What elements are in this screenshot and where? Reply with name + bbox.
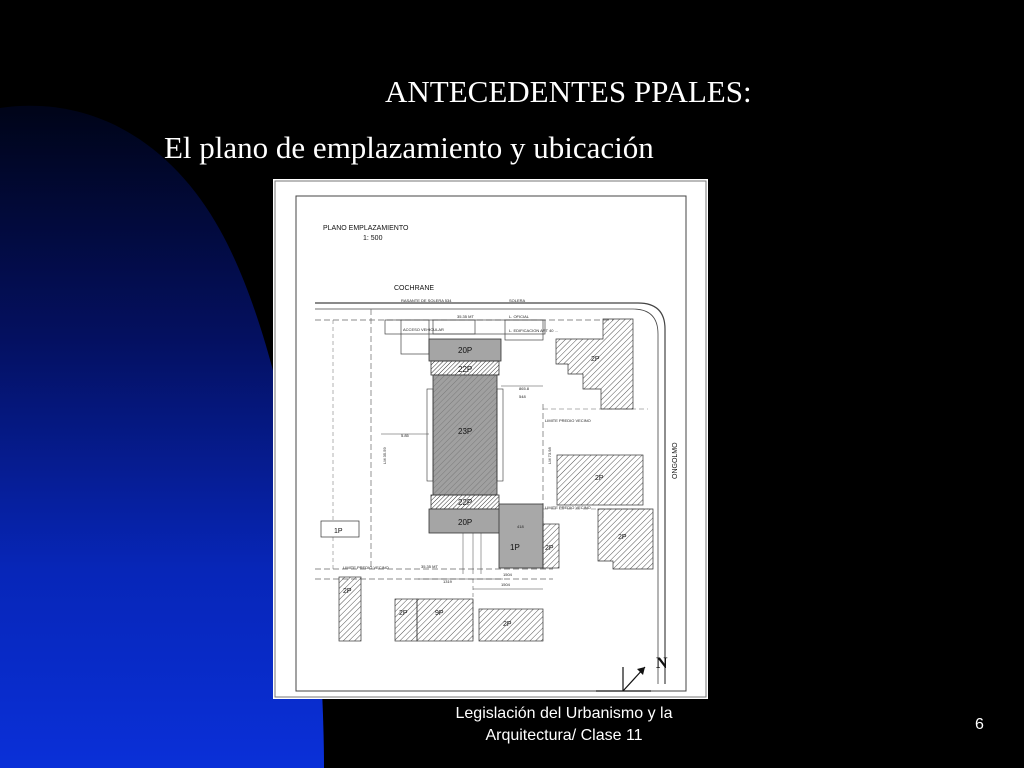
svg-text:1504: 1504 xyxy=(503,572,512,577)
north-label: N xyxy=(656,655,668,672)
svg-text:2P: 2P xyxy=(618,534,627,541)
svg-text:9P: 9P xyxy=(435,610,444,617)
svg-text:LIMITE PREDIO VECINO: LIMITE PREDIO VECINO xyxy=(545,418,591,423)
svg-text:548: 548 xyxy=(519,394,526,399)
footer-line-1: Legislación del Urbanismo y la xyxy=(455,705,673,722)
svg-text:1504: 1504 xyxy=(501,582,510,587)
svg-text:22P: 22P xyxy=(458,365,473,374)
svg-text:35.35 MT: 35.35 MT xyxy=(457,314,474,319)
slide-subtitle: El plano de emplazamiento y ubicación xyxy=(164,130,654,165)
site-plan-drawing xyxy=(273,179,708,699)
svg-text:RASANTE DE SOLERA 534: RASANTE DE SOLERA 534 xyxy=(401,298,452,303)
street-east-label: ONGOLMO xyxy=(672,442,679,479)
svg-text:LIMITE PREDIO VECINO: LIMITE PREDIO VECINO xyxy=(343,565,389,570)
site-plan-image xyxy=(273,179,708,699)
svg-text:L. OFICIAL: L. OFICIAL xyxy=(509,314,530,319)
annex-1p xyxy=(499,504,543,568)
page-number: 6 xyxy=(975,716,984,733)
svg-text:ACCESO VEHICULAR: ACCESO VEHICULAR xyxy=(403,327,444,332)
svg-text:23P: 23P xyxy=(458,427,473,436)
svg-text:20P: 20P xyxy=(458,518,473,527)
svg-text:20P: 20P xyxy=(458,346,473,355)
plan-heading: PLANO EMPLAZAMIENTO xyxy=(323,225,409,232)
svg-text:1319: 1319 xyxy=(443,579,452,584)
building-sw xyxy=(339,577,361,641)
svg-text:2P: 2P xyxy=(595,475,604,482)
svg-text:35.35 MT: 35.35 MT xyxy=(421,564,438,569)
svg-text:SOLERA: SOLERA xyxy=(509,298,526,303)
svg-text:2P: 2P xyxy=(399,610,408,617)
svg-text:1P: 1P xyxy=(334,528,343,535)
north-arrow-icon xyxy=(596,667,651,691)
footer-line-2: Arquitectura/ Clase 11 xyxy=(485,727,643,744)
street-north-label: COCHRANE xyxy=(394,285,435,292)
building-ne xyxy=(556,319,633,409)
svg-text:2P: 2P xyxy=(503,621,512,628)
slide-footer xyxy=(420,703,708,747)
svg-text:LM 73.98: LM 73.98 xyxy=(547,447,552,464)
svg-text:865.8: 865.8 xyxy=(519,386,530,391)
svg-text:LM 35.59: LM 35.59 xyxy=(382,447,387,464)
svg-text:2P: 2P xyxy=(545,545,554,552)
svg-text:418: 418 xyxy=(517,524,524,529)
svg-text:2P: 2P xyxy=(343,588,352,595)
svg-text:L. EDIFICACION ART 40 ...: L. EDIFICACION ART 40 ... xyxy=(509,328,558,333)
slide-title: ANTECEDENTES PPALES: xyxy=(385,74,752,109)
svg-text:2P: 2P xyxy=(591,356,600,363)
svg-text:LIMITE PREDIO VECINO: LIMITE PREDIO VECINO xyxy=(545,505,591,510)
svg-text:1P: 1P xyxy=(510,543,520,552)
svg-text:22P: 22P xyxy=(458,498,473,507)
svg-text:5.85: 5.85 xyxy=(401,433,409,438)
plan-scale: 1: 500 xyxy=(363,235,383,242)
